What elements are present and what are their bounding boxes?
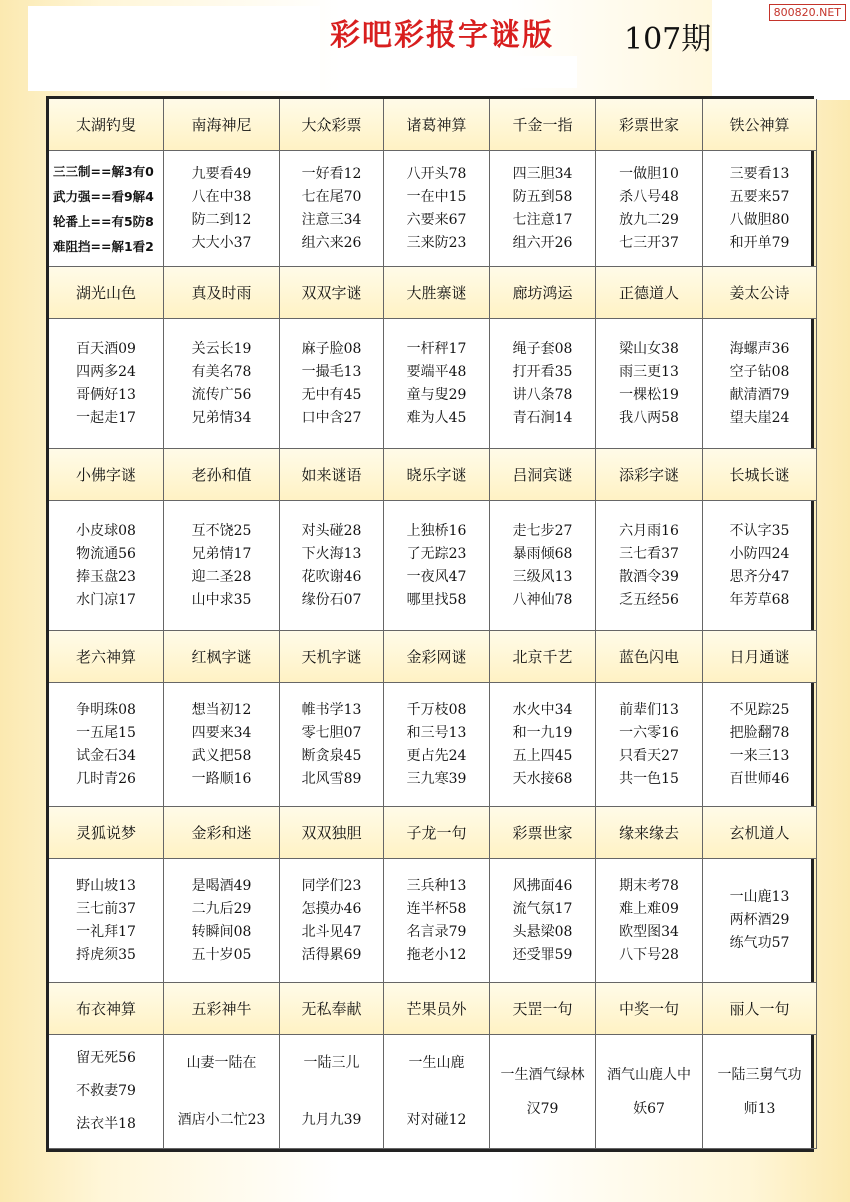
riddle-line: 小皮球08 [76, 522, 136, 539]
riddle-cell [596, 319, 703, 449]
riddle-line: 不救妻79 [76, 1083, 136, 1099]
riddle-cell [703, 859, 817, 983]
riddle-line: 哪里找58 [406, 591, 467, 608]
riddle-line: 练气功57 [729, 935, 790, 951]
column-header: 红枫字谜 [164, 631, 280, 683]
riddle-cell [384, 859, 490, 983]
riddle-line: 百世师46 [729, 770, 790, 787]
riddle-line: 乏五经56 [619, 591, 679, 608]
riddle-line: 和三号13 [406, 724, 467, 741]
riddle-cell [164, 501, 280, 631]
riddle-lines [407, 701, 467, 789]
column-header: 大众彩票 [280, 99, 384, 151]
riddle-line: 我八两58 [619, 409, 679, 426]
riddle-lines [619, 522, 679, 610]
riddle-line: 兄弟情17 [191, 545, 252, 562]
column-header: 吕洞宾谜 [490, 449, 596, 501]
riddle-line: 流传广56 [191, 386, 252, 403]
line-spacer [407, 1087, 467, 1097]
riddle-lines [76, 340, 136, 428]
riddle-line: 怎摸办46 [301, 900, 362, 917]
riddle-line: 一礼拜17 [76, 923, 136, 940]
riddle-lines [730, 165, 790, 253]
riddle-line: 雨三更13 [619, 363, 679, 380]
riddle-line: 只看天27 [619, 747, 679, 764]
column-header: 南海神尼 [164, 99, 280, 151]
riddle-line: 一撮毛13 [301, 363, 362, 380]
riddle-line: 五十岁05 [191, 946, 252, 963]
riddle-line: 争明珠08 [76, 701, 136, 718]
riddle-line: 童与叟29 [406, 386, 467, 403]
riddle-cell [280, 319, 384, 449]
riddle-line: 法衣半18 [76, 1116, 136, 1132]
riddle-lines [192, 522, 252, 610]
riddle-line: 和开单79 [729, 234, 790, 251]
riddle-cell [280, 151, 384, 267]
riddle-line: 一生山鹿 [408, 1054, 465, 1071]
riddle-line: 一夜风47 [406, 568, 467, 585]
column-header: 北京千艺 [490, 631, 596, 683]
riddle-lines [619, 165, 679, 253]
riddle-line: 一好看12 [301, 165, 362, 182]
riddle-cell [49, 1035, 164, 1149]
riddle-line: 四三胆34 [512, 165, 573, 182]
column-header: 真及时雨 [164, 267, 280, 319]
column-header: 芒果员外 [384, 983, 490, 1035]
riddle-lines [730, 522, 790, 610]
riddle-line: 一起走17 [76, 409, 136, 426]
riddle-cell [164, 1035, 280, 1149]
riddle-line: 七三开37 [619, 234, 679, 251]
riddle-line: 转瞬间08 [191, 923, 252, 940]
riddle-lines [730, 340, 790, 428]
riddle-line: 兄弟情34 [191, 409, 252, 426]
column-header: 灵狐说梦 [49, 807, 164, 859]
riddle-line: 同学们23 [301, 877, 362, 894]
riddle-line: 一六零16 [619, 724, 679, 741]
riddle-line: 四两多24 [76, 363, 136, 380]
riddle-line: 物流通56 [76, 545, 136, 562]
riddle-cell [49, 151, 164, 267]
riddle-cell [384, 319, 490, 449]
riddle-cell [280, 859, 384, 983]
riddle-line: 下火海13 [301, 545, 362, 562]
riddle-cell [384, 151, 490, 267]
riddle-line: 妖67 [633, 1100, 665, 1117]
riddle-line: 组六来26 [301, 234, 362, 251]
riddle-line: 了无踪23 [406, 545, 467, 562]
riddle-line: 一陆三舅气功 [717, 1066, 802, 1083]
column-header: 老六神算 [49, 631, 164, 683]
riddle-lines [513, 522, 573, 610]
blank-panel-subtitle [347, 56, 577, 88]
blank-panel-left [28, 6, 320, 91]
column-header: 缘来缘去 [596, 807, 703, 859]
riddle-line: 名言录79 [406, 923, 467, 940]
riddle-lines [302, 165, 362, 253]
riddle-cell [490, 501, 596, 631]
column-header: 千金一指 [490, 99, 596, 151]
riddle-line: 武力强==看9解4 [53, 188, 154, 204]
riddle-lines [513, 340, 573, 428]
riddle-lines [730, 701, 790, 789]
riddle-line: 前辈们13 [619, 701, 679, 718]
riddle-line: 关云长19 [191, 340, 252, 357]
riddle-line: 共一色15 [619, 770, 679, 787]
riddle-line: 上独桥16 [406, 522, 467, 539]
riddle-line: 二九后29 [191, 900, 252, 917]
riddle-line: 大大小37 [191, 234, 252, 251]
riddle-line: 三七看37 [619, 545, 679, 562]
riddle-line: 九要看49 [191, 165, 252, 182]
column-header: 金彩网谜 [384, 631, 490, 683]
column-header: 湖光山色 [49, 267, 164, 319]
riddle-lines [407, 1054, 467, 1130]
riddle-line: 断贪泉45 [301, 747, 362, 764]
riddle-line: 风拂面46 [512, 877, 573, 894]
riddle-lines [302, 701, 362, 789]
riddle-cell [490, 1035, 596, 1149]
column-header: 铁公神算 [703, 99, 817, 151]
riddle-line: 三级风13 [512, 568, 573, 585]
riddle-line: 头悬梁08 [512, 923, 573, 940]
riddle-line: 打开看35 [512, 363, 573, 380]
riddle-line: 百天酒09 [76, 340, 136, 357]
riddle-lines [76, 701, 136, 789]
site-watermark: 800820.NET [769, 4, 846, 21]
riddle-line: 一陆三儿 [303, 1054, 360, 1071]
riddle-line: 一杆秤17 [406, 340, 467, 357]
column-header: 丽人一句 [703, 983, 817, 1035]
riddle-lines [53, 162, 154, 256]
column-header: 五彩神牛 [164, 983, 280, 1035]
riddle-line: 武义把58 [191, 747, 252, 764]
riddle-line: 三七前37 [76, 900, 136, 917]
column-header: 长城长谜 [703, 449, 817, 501]
riddle-cell [49, 501, 164, 631]
riddle-line: 难上难09 [619, 900, 679, 917]
riddle-line: 防五到58 [512, 188, 573, 205]
riddle-cell [703, 1035, 817, 1149]
riddle-line: 天水接68 [512, 770, 573, 787]
riddle-line: 不见踪25 [729, 701, 790, 718]
riddle-line: 思齐分47 [729, 568, 790, 585]
riddle-line: 捧玉盘23 [76, 568, 136, 585]
riddle-line: 北风雪89 [301, 770, 362, 787]
riddle-line: 望夫崖24 [729, 409, 790, 426]
column-header: 彩票世家 [596, 99, 703, 151]
riddle-line: 八开头78 [406, 165, 467, 182]
riddle-lines [407, 165, 467, 253]
riddle-line: 想当初12 [191, 701, 252, 718]
riddle-line: 酒气山鹿人中 [607, 1066, 691, 1083]
riddle-lines [178, 1054, 266, 1130]
riddle-cell [280, 501, 384, 631]
riddle-cell [596, 501, 703, 631]
column-header: 日月通谜 [703, 631, 817, 683]
riddle-line: 绳子套08 [512, 340, 573, 357]
riddle-line: 小防四24 [729, 545, 790, 562]
column-header: 子龙一句 [384, 807, 490, 859]
riddle-cell [490, 859, 596, 983]
riddle-cell [280, 683, 384, 807]
riddle-lines [192, 165, 252, 253]
riddle-line: 讲八条78 [512, 386, 573, 403]
riddle-line: 杀八号48 [619, 188, 679, 205]
riddle-line: 海螺声36 [729, 340, 790, 357]
column-header: 如来谜语 [280, 449, 384, 501]
column-header: 正德道人 [596, 267, 703, 319]
riddle-cell [490, 151, 596, 267]
riddle-line: 九月九39 [301, 1111, 362, 1128]
riddle-cell [703, 683, 817, 807]
riddle-line: 八在中38 [191, 188, 252, 205]
column-header: 老孙和值 [164, 449, 280, 501]
riddle-lines [513, 701, 573, 789]
riddle-table [46, 96, 814, 1152]
riddle-line: 欧型图34 [619, 923, 679, 940]
riddle-cell [384, 683, 490, 807]
riddle-line: 三要看13 [729, 165, 790, 182]
riddle-line: 一路顺16 [191, 770, 252, 787]
riddle-cell [596, 683, 703, 807]
column-header: 小佛字谜 [49, 449, 164, 501]
column-header: 双双独胆 [280, 807, 384, 859]
riddle-line: 山中求35 [191, 591, 252, 608]
riddle-cell [596, 151, 703, 267]
riddle-cell [703, 151, 817, 267]
page-title: 彩吧彩报字谜版 [330, 18, 554, 53]
riddle-line: 流气氛17 [512, 900, 573, 917]
riddle-line: 水火中34 [512, 701, 573, 718]
riddle-line: 麻子脸08 [301, 340, 362, 357]
riddle-line: 防二到12 [191, 211, 252, 228]
riddle-cell [49, 319, 164, 449]
riddle-lines [513, 165, 573, 253]
column-header: 晓乐字谜 [384, 449, 490, 501]
column-header: 布衣神算 [49, 983, 164, 1035]
riddle-line: 水门凉17 [76, 591, 136, 608]
column-header: 玄机道人 [703, 807, 817, 859]
riddle-line: 年芳草68 [729, 591, 790, 608]
riddle-lines [407, 877, 467, 965]
riddle-line: 七在尾70 [301, 188, 362, 205]
riddle-line: 汉79 [526, 1100, 559, 1117]
column-header: 金彩和迷 [164, 807, 280, 859]
riddle-line: 要端平48 [406, 363, 467, 380]
riddle-lines [407, 522, 467, 610]
riddle-line: 缘份石07 [301, 591, 362, 608]
riddle-cell [164, 683, 280, 807]
riddle-line: 把脸翻78 [729, 724, 790, 741]
riddle-line: 对头碰28 [301, 522, 362, 539]
riddle-line: 一五尾15 [76, 724, 136, 741]
riddle-lines [513, 877, 573, 965]
riddle-line: 八神仙78 [512, 591, 573, 608]
riddle-line: 互不饶25 [191, 522, 252, 539]
riddle-line: 还受罪59 [512, 946, 573, 963]
riddle-line: 对对碰12 [406, 1111, 467, 1128]
riddle-lines [76, 522, 136, 610]
riddle-cell [280, 1035, 384, 1149]
riddle-lines [76, 1049, 136, 1134]
riddle-line: 四要来34 [191, 724, 252, 741]
riddle-line: 暴雨倾68 [512, 545, 573, 562]
column-header: 蓝色闪电 [596, 631, 703, 683]
riddle-line: 两杯酒29 [729, 912, 790, 928]
riddle-lines [302, 1054, 362, 1130]
riddle-line: 空子钻08 [729, 363, 790, 380]
riddle-line: 师13 [743, 1100, 776, 1117]
riddle-line: 难为人45 [406, 409, 467, 426]
riddle-line: 六要来67 [406, 211, 467, 228]
riddle-line: 轮番上==有5防8 [53, 213, 154, 229]
riddle-line: 活得累69 [301, 946, 362, 963]
riddle-lines [302, 340, 362, 428]
column-header: 中奖一句 [596, 983, 703, 1035]
riddle-lines [192, 877, 252, 965]
column-header: 姜太公诗 [703, 267, 817, 319]
column-header: 廊坊鸿运 [490, 267, 596, 319]
riddle-lines [607, 1065, 691, 1119]
issue-number: 107期 [624, 22, 712, 57]
riddle-cell [596, 1035, 703, 1149]
riddle-line: 酒店小二忙23 [177, 1111, 266, 1128]
column-header: 天机字谜 [280, 631, 384, 683]
column-header: 添彩字谜 [596, 449, 703, 501]
column-header: 无私奉献 [280, 983, 384, 1035]
riddle-line: 一棵松19 [619, 386, 679, 403]
column-header: 大胜寨谜 [384, 267, 490, 319]
riddle-line: 六月雨16 [619, 522, 679, 539]
riddle-line: 八做胆80 [729, 211, 790, 228]
riddle-cell [490, 319, 596, 449]
riddle-line: 留无死56 [76, 1050, 136, 1066]
riddle-line: 一来三13 [729, 747, 790, 764]
riddle-cell [703, 319, 817, 449]
riddle-line: 山妻一陆在 [186, 1054, 257, 1071]
riddle-lines [501, 1065, 585, 1119]
riddle-line: 献清酒79 [729, 386, 790, 403]
riddle-cell [164, 319, 280, 449]
riddle-line: 几时青26 [76, 770, 136, 787]
riddle-cell [49, 683, 164, 807]
riddle-lines [76, 877, 136, 965]
riddle-line: 试金石34 [76, 747, 136, 764]
riddle-lines [407, 340, 467, 428]
riddle-cell [384, 501, 490, 631]
riddle-lines [619, 877, 679, 965]
riddle-lines [730, 888, 790, 953]
riddle-lines [619, 340, 679, 428]
riddle-cell [490, 683, 596, 807]
riddle-line: 口中含27 [301, 409, 362, 426]
riddle-line: 三来防23 [406, 234, 467, 251]
riddle-line: 野山坡13 [76, 877, 136, 894]
riddle-line: 散酒令39 [619, 568, 679, 585]
riddle-line: 是喝酒49 [191, 877, 252, 894]
riddle-line: 千万枝08 [406, 701, 467, 718]
riddle-line: 一做胆10 [619, 165, 679, 182]
riddle-line: 哥俩好13 [76, 386, 136, 403]
riddle-lines [192, 340, 252, 428]
riddle-line: 组六开26 [512, 234, 573, 251]
riddle-line: 一生酒气绿林 [500, 1066, 585, 1083]
column-header: 双双字谜 [280, 267, 384, 319]
riddle-line: 更占先24 [406, 747, 467, 764]
riddle-lines [302, 522, 362, 610]
column-header: 太湖钓叟 [49, 99, 164, 151]
riddle-line: 一在中15 [406, 188, 467, 205]
riddle-line: 三九寒39 [406, 770, 467, 787]
riddle-line: 迎二圣28 [191, 568, 252, 585]
riddle-line: 无中有45 [301, 386, 362, 403]
riddle-line: 五上四45 [512, 747, 573, 764]
riddle-line: 青石涧14 [512, 409, 573, 426]
column-header: 天罡一句 [490, 983, 596, 1035]
riddle-line: 和一九19 [512, 724, 573, 741]
riddle-lines [192, 701, 252, 789]
riddle-line: 捋虎须35 [76, 946, 136, 963]
riddle-line: 一山鹿13 [729, 889, 790, 905]
riddle-line: 七注意17 [512, 211, 573, 228]
riddle-cell [164, 859, 280, 983]
riddle-line: 三三制==解3有0 [53, 163, 154, 179]
riddle-cell [596, 859, 703, 983]
riddle-cell [49, 859, 164, 983]
riddle-line: 有美名78 [191, 363, 252, 380]
column-header: 彩票世家 [490, 807, 596, 859]
riddle-line: 期末考78 [619, 877, 679, 894]
line-spacer [178, 1087, 266, 1097]
riddle-line: 梁山女38 [619, 340, 679, 357]
riddle-lines [619, 701, 679, 789]
riddle-line: 花吹谢46 [301, 568, 362, 585]
riddle-line: 五要来57 [729, 188, 790, 205]
riddle-line: 拖老小12 [406, 946, 467, 963]
riddle-cell [384, 1035, 490, 1149]
riddle-line: 连半杯58 [406, 900, 467, 917]
riddle-line: 北斗见47 [301, 923, 362, 940]
riddle-line: 三兵种13 [406, 877, 467, 894]
riddle-lines [718, 1065, 802, 1119]
riddle-cell [164, 151, 280, 267]
column-header: 诸葛神算 [384, 99, 490, 151]
riddle-line: 八下号28 [619, 946, 679, 963]
riddle-lines [302, 877, 362, 965]
riddle-line: 不认字35 [729, 522, 790, 539]
riddle-line: 帷书学13 [301, 701, 362, 718]
riddle-line: 零七胆07 [301, 724, 362, 741]
riddle-line: 放九二29 [619, 211, 679, 228]
riddle-line: 走七步27 [512, 522, 573, 539]
line-spacer [302, 1087, 362, 1097]
riddle-cell [703, 501, 817, 631]
riddle-line: 难阻挡==解1看2 [53, 238, 154, 254]
riddle-line: 注意三34 [301, 211, 362, 228]
